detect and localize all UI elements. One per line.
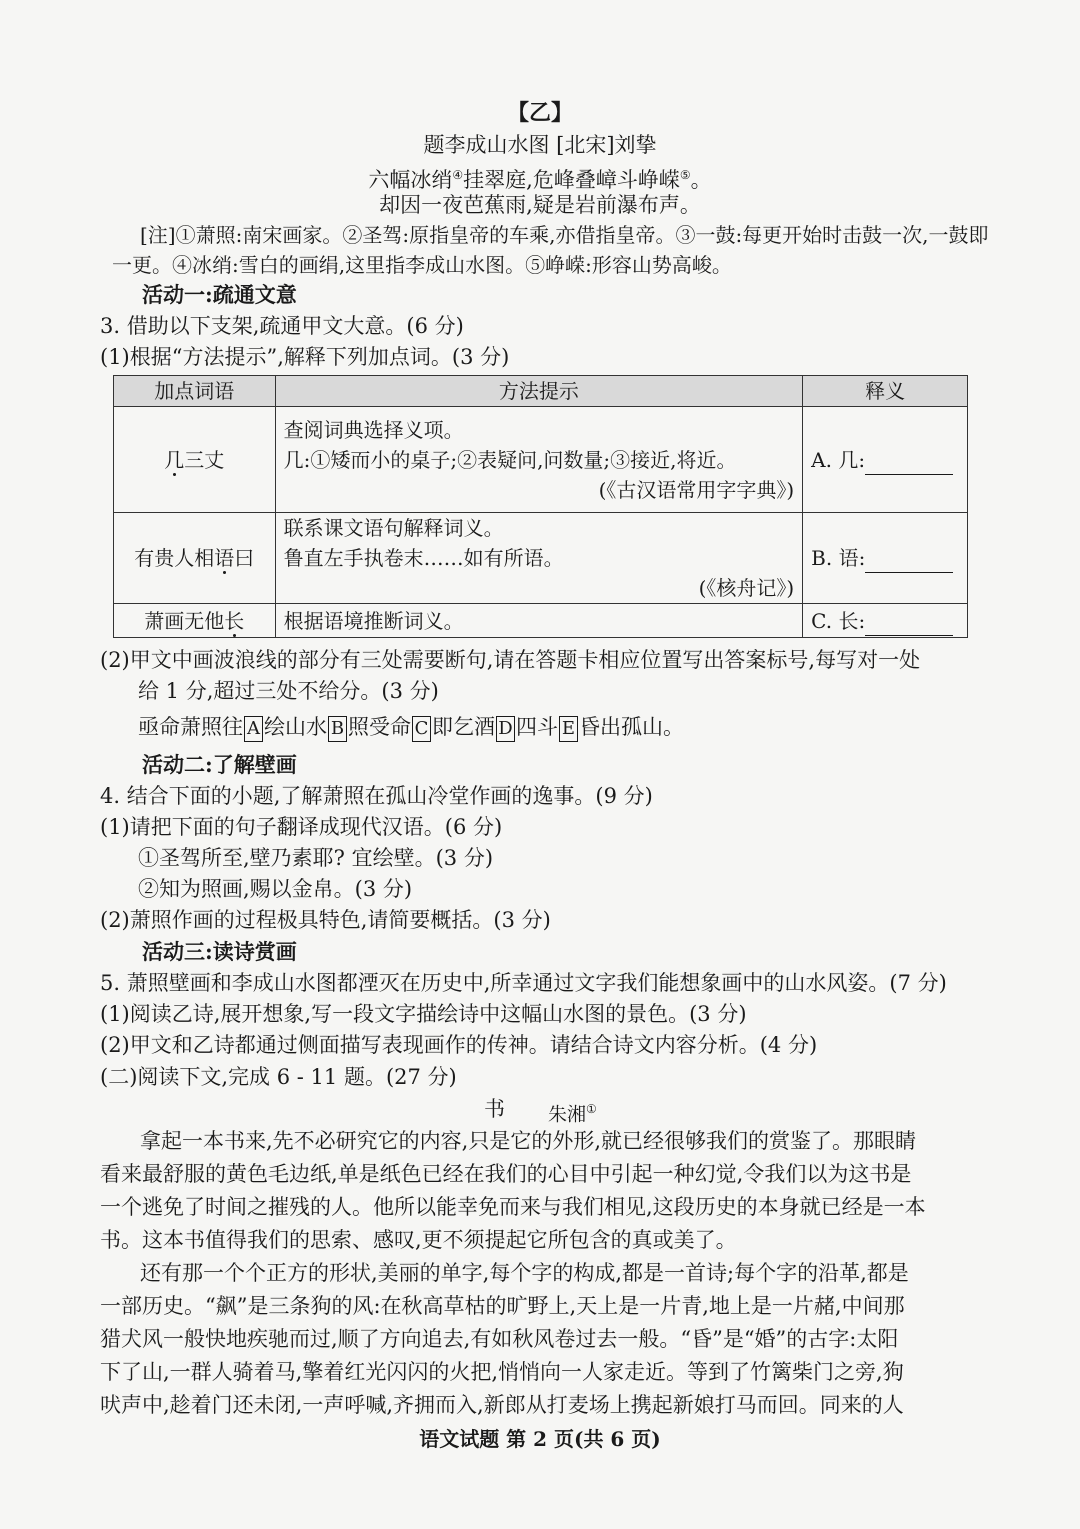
article-p2-l1: 还有那一个个正方的形状,美丽的单字,每个字的构成,都是一首诗;每个字的沿革,都是 <box>140 1261 909 1285</box>
poem-title: 题李成山水图 [北宋]刘挚 <box>423 133 657 157</box>
vocab-table <box>113 375 968 638</box>
header-meaning: 释义 <box>803 376 968 407</box>
article-p2-l2: 一部历史。“飙”是三条狗的风:在秋高草枯的旷野上,天上是一片青,地上是一片赭,中间那 <box>100 1294 905 1318</box>
hint-cell <box>275 407 803 513</box>
question-3: 3. 借助以下支架,疏通甲文大意。(6 分) <box>100 314 464 338</box>
hint-text: 联系课文语句解释词义。 <box>283 516 504 540</box>
poem-line-1-a: 六幅冰绡 <box>368 168 453 192</box>
answer-cell <box>803 513 968 604</box>
break-box-c: C <box>412 716 431 742</box>
question-3-2-line-2: 给 1 分,超过三处不给分。(3 分) <box>138 679 439 703</box>
question-3-1: (1)根据“方法提示”,解释下列加点词。(3 分) <box>100 345 510 369</box>
section-2-heading: (二)阅读下文,完成 6 - 11 题。(27 分) <box>100 1065 457 1089</box>
article-p1-l2: 看来最舒服的黄色毛边纸,单是纸色已经在我们的心目中引起一种幻觉,令我们以为这书是 <box>100 1162 912 1186</box>
activity-1-title: 活动一:疏通文意 <box>142 282 297 307</box>
yi-marker: 【乙】 <box>506 100 573 126</box>
question-4-1-b: ②知为照画,赐以金帛。(3 分) <box>138 877 413 901</box>
article-p1-l3: 一个逃免了时间之摧残的人。他所以能幸免而来与我们相见,这段历史的本身就已经是一本 <box>100 1195 926 1219</box>
dotted-char: 语 <box>214 546 235 570</box>
table-row <box>114 407 968 513</box>
activity-2-title: 活动二:了解壁画 <box>142 752 297 777</box>
hint-text: 查阅词典选择义项。 <box>283 417 464 442</box>
poem-line-1-c: 。 <box>690 168 712 192</box>
article-author: 朱湘① <box>548 1102 597 1126</box>
article-p1-l1: 拿起一本书来,先不必研究它的内容,只是它的外形,就已经很够我们的赏鉴了。那眼睛 <box>140 1129 917 1153</box>
dotted-char: 几 <box>164 447 185 472</box>
question-5-2: (2)甲文和乙诗都通过侧面描写表现画作的传神。请结合诗文内容分析。(4 分) <box>100 1033 818 1057</box>
answer-cell <box>803 604 968 638</box>
article-title: 书 <box>484 1097 505 1121</box>
answer-blank <box>865 552 953 573</box>
header-word: 加点词语 <box>114 376 276 407</box>
notes-line-2: 一更。④冰绡:雪白的画绢,这里指李成山水图。⑤峥嵘:形容山势高峻。 <box>112 253 732 277</box>
note-ref-5: ⑤ <box>679 168 691 182</box>
hint-source: (《核舟记》) <box>698 576 795 600</box>
question-5: 5. 萧照壁画和李成山水图都湮灭在历史中,所幸通过文字我们能想象画中的山水风姿。(7 分) <box>100 971 947 995</box>
punctuation-sentence: 亟命萧照往 A 绘山水 B 照受命 C 即乞酒 D 四斗 E 昏出孤山。 <box>138 712 684 742</box>
hint-text: 根据语境推断词义。 <box>283 608 464 633</box>
hint-cell <box>275 513 803 604</box>
question-4-2: (2)萧照作画的过程极具特色,请简要概括。(3 分) <box>100 908 551 932</box>
break-box-a: A <box>244 716 263 742</box>
notes-line-1: [注]①萧照:南宋画家。②圣驾:原指皇帝的车乘,亦借指皇帝。③一鼓:每更开始时击鼓一次,一鼓即 <box>140 223 989 247</box>
hint-cell <box>275 604 803 638</box>
hint-text: 几:①矮而小的桌子;②表疑问,问数量;③接近,将近。 <box>283 447 737 472</box>
answer-blank <box>865 454 953 475</box>
answer-blank <box>865 615 953 636</box>
question-4-1-a: ①圣驾所至,壁乃素耶? 宜绘壁。(3 分) <box>138 846 494 870</box>
table-row <box>114 513 968 604</box>
break-box-e: E <box>559 716 578 742</box>
answer-label: C. 长: <box>811 608 866 633</box>
question-3-2-line-1: (2)甲文中画波浪线的部分有三处需要断句,请在答题卡相应位置写出答案标号,每写对一处 <box>100 648 921 672</box>
article-p2-l3: 猎犬风一般快地疾驰而过,顺了方向追去,有如秋风卷过去一般。“昏”是“婚”的古字:太阳 <box>100 1327 899 1351</box>
dotted-char: 长 <box>224 608 245 633</box>
break-box-d: D <box>496 716 515 742</box>
word-cell: 有贵人相语曰 <box>114 513 276 604</box>
note-ref-4: ④ <box>452 168 464 182</box>
answer-label: A. 几: <box>811 447 866 472</box>
question-4: 4. 结合下面的小题,了解萧照在孤山冷堂作画的逸事。(9 分) <box>100 784 653 808</box>
activity-3-title: 活动三:读诗赏画 <box>142 939 297 964</box>
article-p2-l4: 下了山,一群人骑着马,擎着红光闪闪的火把,悄悄向一人家走近。等到了竹篱柴门之旁,狗 <box>100 1360 904 1384</box>
word-cell: 几三丈 <box>114 407 276 513</box>
answer-cell <box>803 407 968 513</box>
table-header-row <box>114 376 968 407</box>
poem-line-2: 却因一夜芭蕉雨,疑是岩前瀑布声。 <box>379 193 701 217</box>
question-5-1: (1)阅读乙诗,展开想象,写一段文字描绘诗中这幅山水图的景色。(3 分) <box>100 1002 747 1026</box>
header-hint: 方法提示 <box>275 376 803 407</box>
poem-line-1-b: 挂翠庭,危峰叠嶂斗峥嵘 <box>463 168 680 192</box>
note-ref-1: ① <box>586 1102 597 1116</box>
answer-label: B. 语: <box>811 546 866 570</box>
table-row <box>114 604 968 638</box>
hint-source: (《古汉语常用字字典》) <box>598 477 795 502</box>
hint-text: 鲁直左手执卷末……如有所语。 <box>283 546 564 570</box>
break-box-b: B <box>328 716 347 742</box>
page-footer: 语文试题 第 2 页(共 6 页) <box>419 1427 661 1451</box>
article-p2-l5: 吠声中,趁着门还未闭,一声呼喊,齐拥而入,新郎从打麦场上携起新娘打马而回。同来的人 <box>100 1393 904 1417</box>
article-p1-l4: 书。这本书值得我们的思索、感叹,更不须提起它所包含的真或美了。 <box>100 1228 737 1252</box>
word-cell: 萧画无他长 <box>114 604 276 638</box>
question-4-1: (1)请把下面的句子翻译成现代汉语。(6 分) <box>100 815 503 839</box>
